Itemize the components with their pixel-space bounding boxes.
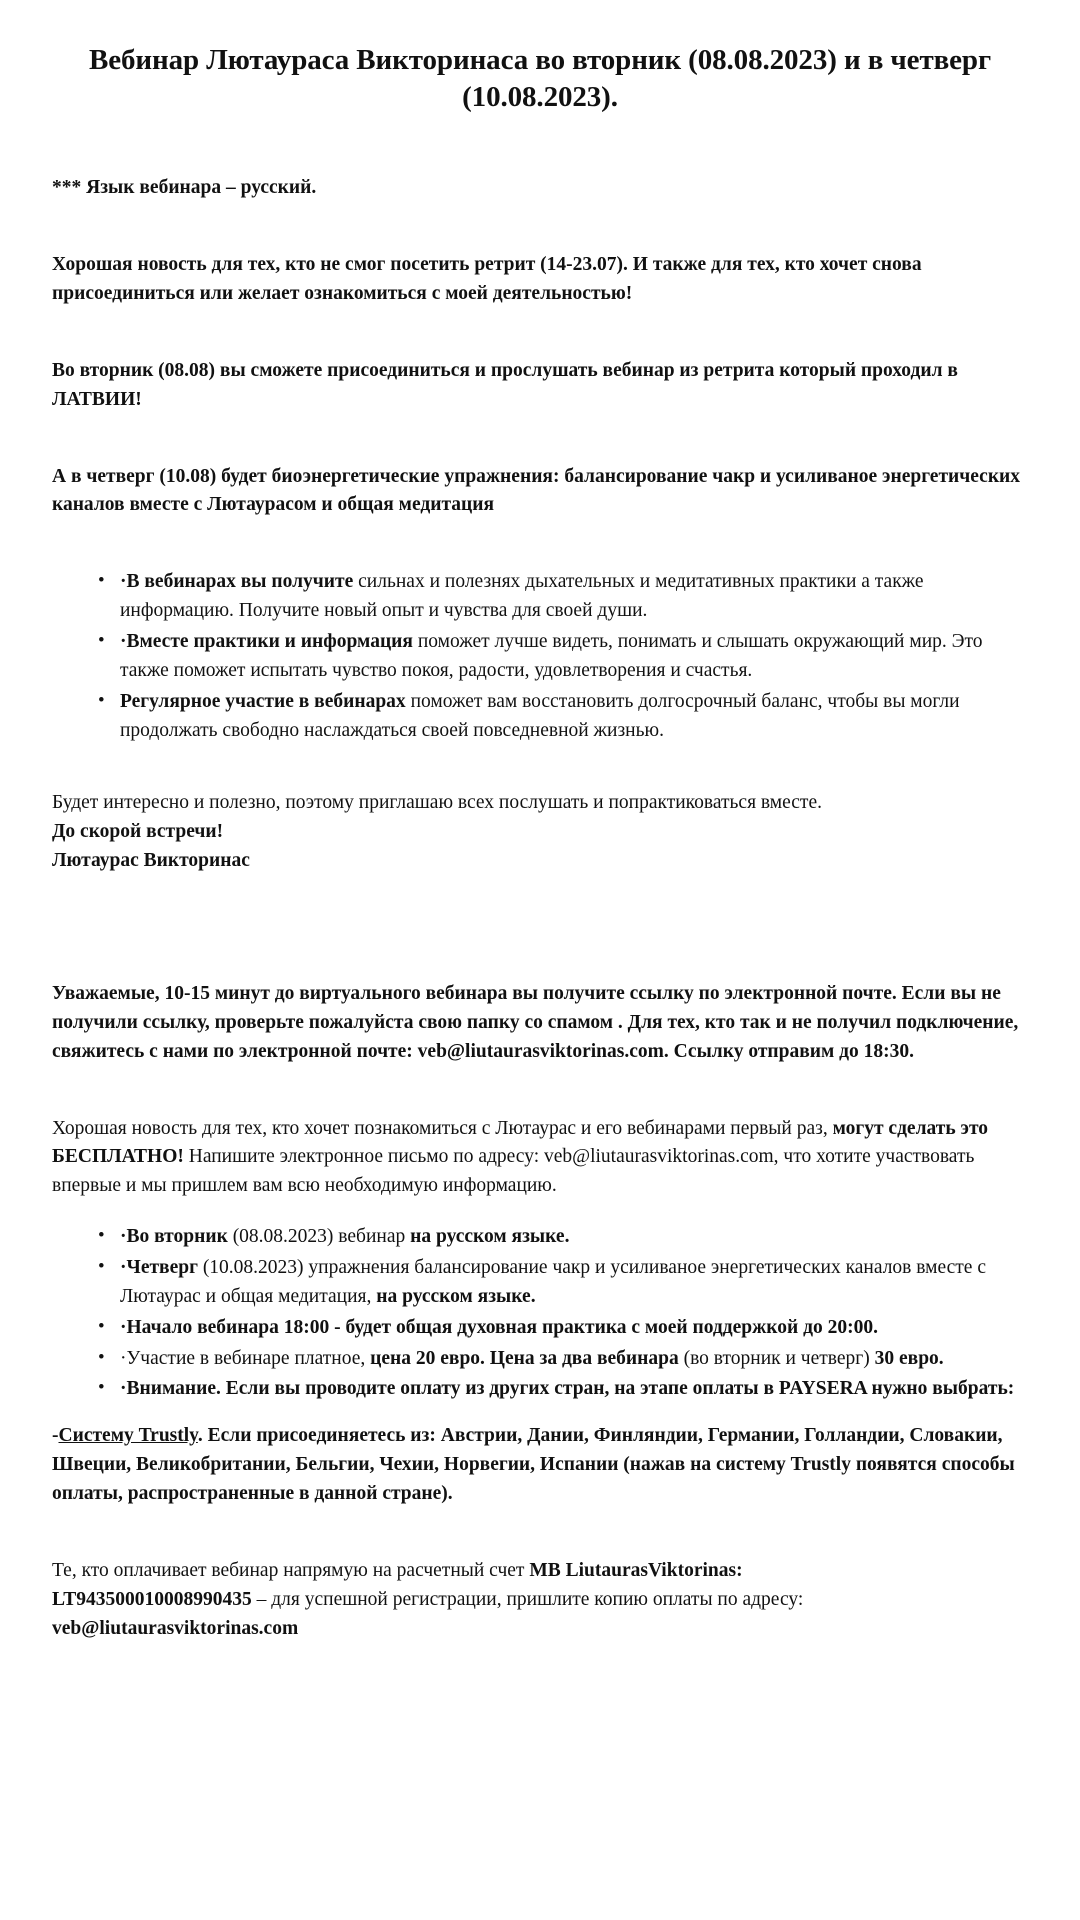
note-spacer — [52, 225, 1028, 251]
free-offer-paragraph — [52, 1115, 1028, 1202]
closing-goodbye: До скорой встречи! — [52, 821, 224, 843]
detail-lead-5: ·Внимание. Если вы проводите оплату из других стран, на этапе оплаты в PAYSERA нужно выбрать: — [120, 1378, 1015, 1400]
benefit-rest-3: поможет вам восстановить долгосрочный баланс, чтобы вы могли продолжать свободно наслаждаться своей повседневной жизнью. — [120, 690, 960, 741]
language-note — [52, 174, 1028, 203]
detail-mid-4: (во вторник и четверг) — [678, 1347, 875, 1369]
intro-paragraph-3: А в четверг (10.08) будет биоэнергетические упражнения: балансирование чакр и усиливаное энергетических каналов вместе с Лютаурасом и общая медитация — [52, 465, 1021, 516]
detail-tail-4: 30 евро. — [874, 1347, 944, 1369]
benefits-list — [52, 568, 1028, 745]
detail-mid-2: (10.08.2023) упражнения балансирование чакр и усиливаное энергетических каналов вместе с Лютаурас и общая медитация, — [120, 1256, 986, 1307]
list-item — [98, 1345, 1028, 1374]
detail-mid-1: (08.08.2023) вебинар — [227, 1226, 411, 1248]
detail-lead-4: ·Участие в вебинаре платное, — [120, 1347, 366, 1369]
payment-paragraph — [52, 1557, 1028, 1644]
title-spacer — [52, 116, 1028, 174]
benefits-spacer — [52, 763, 1028, 789]
intro-paragraph-2: Во вторник (08.08) вы сможете присоединиться и прослушать вебинар из ретрита который проходил в ЛАТВИИ! — [52, 359, 958, 410]
section-break — [52, 876, 1028, 980]
trustly-paragraph — [52, 1422, 1028, 1509]
benefit-lead-3: Регулярное участие в вебинарах — [120, 690, 406, 712]
asterisks-marker: *** — [52, 177, 82, 199]
list-item — [98, 1223, 1028, 1252]
payment-part1: Те, кто оплачивает вебинар напрямую на расчетный счет — [52, 1559, 530, 1581]
notice-paragraph: Уважаемые, 10-15 минут до виртуального вебинара вы получите ссылку по электронной почте. Если вы не получили ссылку, проверьте пожалуйста свою папку со спамом . Для тех, кто так и не получил подключение, свяжитесь с нами по электронной почте: veb@liutaurasviktorinas.com. Ссылку отправим до 18:30. — [52, 982, 1019, 1062]
page-title: Вебинар Лютаураса Викторинаса во вторник (08.08.2023) и в четверг (10.08.2023). — [88, 44, 992, 114]
free-offer-part2: Напишите электронное письмо по адресу: veb@liutaurasviktorinas.com, что хотите участвовать впервые и мы пришлем вам всю необходимую информацию. — [52, 1146, 975, 1197]
trustly-spacer — [52, 1531, 1028, 1557]
notice-spacer — [52, 1089, 1028, 1115]
intro-spacer-1 — [52, 331, 1028, 357]
trustly-link[interactable]: Систему Trustly — [58, 1425, 198, 1447]
benefit-lead-2: ·Вместе практики и информация — [120, 630, 413, 652]
details-list — [52, 1223, 1028, 1404]
trustly-prefix: - — [52, 1425, 59, 1447]
company-name: MB LiutaurasViktorinas: — [529, 1559, 743, 1581]
detail-price-4: цена 20 евро. Цена за два вебинара — [365, 1347, 679, 1369]
detail-lead-2: ·Четверг — [120, 1256, 198, 1278]
benefit-rest-1: сильнах и полезнях дыхательных и медитативных практики а также информацию. Получите новый опыт и чувства для своей души. — [120, 571, 924, 622]
payment-part2: – для успешной регистрации, пришлите копию оплаты по адресу: — [251, 1588, 804, 1610]
list-item — [98, 1375, 1028, 1404]
list-item — [98, 1314, 1028, 1343]
list-item — [98, 1254, 1028, 1312]
benefit-lead-1: ·В вебинарах вы получите — [120, 571, 354, 593]
signature-name: Лютаурас Викторинас — [52, 850, 250, 872]
intro-paragraph-1: Хорошая новость для тех, кто не смог посетить ретрит (14-23.07). И также для тех, кто хочет снова присоединиться или желает ознакомиться с моей деятельностью! — [52, 254, 922, 304]
detail-tail-1: на русском языке. — [410, 1226, 570, 1248]
payment-email[interactable]: veb@liutaurasviktorinas.com — [52, 1617, 299, 1639]
detail-lead-3: ·Начало вебинара 18:00 - будет общая духовная практика с моей поддержкой до 20:00. — [120, 1316, 878, 1338]
trustly-rest: . Если присоединяетесь из: Австрии, Дании, Финляндии, Германии, Голландии, Словакии, Швеции, Великобритании, Бельгии, Чехии, Норвегии, Испании (нажав на систему Trustly появятся способы оплаты, распространенные в данной стране). — [52, 1425, 1015, 1504]
language-note-text: Язык вебинара – русский. — [86, 177, 317, 199]
free-offer-part1: Хорошая новость для тех, кто хочет познакомиться с Лютаурас и его вебинарами первый раз, — [52, 1117, 833, 1139]
list-item — [98, 568, 1028, 626]
intro-spacer-3 — [52, 542, 1028, 568]
benefit-rest-2: поможет лучше видеть, понимать и слышать окружающий мир. Это также поможет испытать чувство покоя, радости, удовлетворения и счастья. — [120, 630, 983, 681]
list-item — [98, 688, 1028, 746]
intro-spacer-2 — [52, 437, 1028, 463]
closing-paragraph: Будет интересно и полезно, поэтому приглашаю всех послушать и попрактиковаться вместе. — [52, 792, 822, 814]
detail-lead-1: ·Во вторник — [120, 1226, 228, 1248]
iban-number: LT943500010008990435 — [52, 1588, 252, 1610]
free-offer-highlight: могут сделать это БЕСПЛАТНО! — [52, 1117, 989, 1168]
list-item — [98, 628, 1028, 686]
detail-tail-2: на русском языке. — [376, 1285, 536, 1307]
